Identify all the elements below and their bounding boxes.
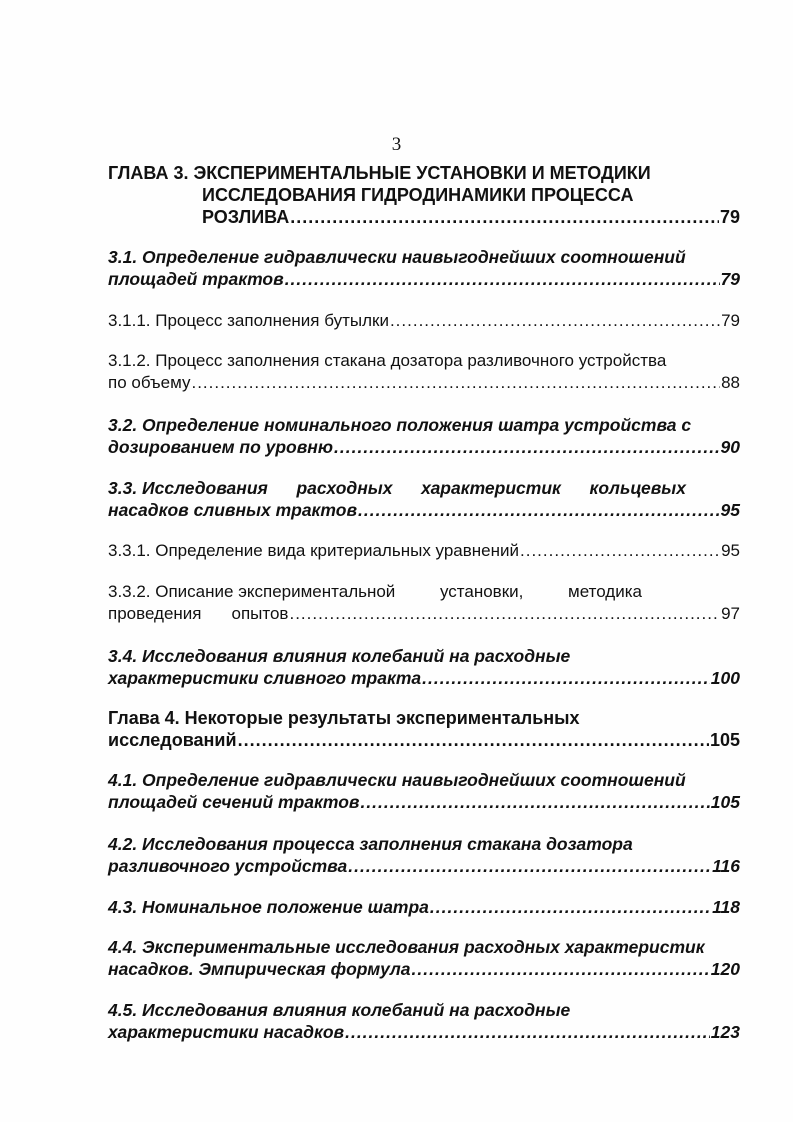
- toc-chapter-3: [108, 162, 740, 228]
- section-4-1-page: 105: [710, 792, 740, 812]
- subsection-3-3-1-page: 95: [721, 541, 740, 560]
- toc-section-4-5: [108, 999, 740, 1043]
- section-3-2-page: 90: [720, 437, 740, 457]
- section-4-4-page: 120: [710, 959, 740, 979]
- subsection-3-3-2-word-2: установки,: [439, 582, 524, 601]
- dot-leader: [191, 372, 720, 394]
- section-3-2-title-line2: дозированием по уровню: [108, 437, 334, 457]
- subsection-3-1-2-page: 88: [721, 373, 740, 392]
- section-3-4-page: 100: [710, 668, 740, 688]
- toc-section-4-3: [108, 896, 740, 918]
- dot-leader: [334, 436, 720, 458]
- section-3-1-title-line1: 3.1. Определение гидравлически наивыгоднейших соотношений: [108, 247, 686, 267]
- chapter-3-title-line1: ГЛАВА 3. ЭКСПЕРИМЕНТАЛЬНЫЕ УСТАНОВКИ И МЕТОДИКИ: [108, 163, 651, 183]
- section-4-5-title-line2: характеристики насадков: [108, 1022, 345, 1042]
- section-4-4-title-line2: насадков. Эмпирическая формула: [108, 959, 411, 979]
- section-3-2-title-line1: 3.2. Определение номинального положения шатра устройства с: [108, 415, 692, 435]
- section-4-2-title-line2: разливочного устройства: [108, 856, 348, 876]
- section-3-4-title-line2: характеристики сливного тракта: [108, 668, 422, 688]
- dot-leader: [360, 791, 709, 813]
- dot-leader: [358, 499, 720, 521]
- section-4-3-title: 4.3. Номинальное положение шатра: [108, 897, 429, 917]
- section-3-3-page: 95: [720, 500, 740, 520]
- subsection-3-3-2-word-1: 3.3.2. Описание экспериментальной: [108, 582, 396, 601]
- section-3-3-word-4: кольцевых: [589, 478, 686, 498]
- toc-section-3-2: [108, 414, 740, 458]
- toc-subsection-3-3-1: [108, 540, 740, 562]
- section-4-5-title-line1: 4.5. Исследования влияния колебаний на расходные: [108, 1000, 571, 1020]
- toc-section-4-1: [108, 769, 740, 813]
- toc-section-3-3: [108, 477, 740, 521]
- section-3-4-title-line1: 3.4. Исследования влияния колебаний на расходные: [108, 646, 571, 666]
- subsection-3-3-2-line2-word2: опытов: [231, 604, 289, 623]
- toc-chapter-4: [108, 707, 740, 751]
- section-4-1-title-line2: площадей сечений трактов: [108, 792, 360, 812]
- dot-leader: [430, 896, 711, 918]
- subsection-3-1-2-title-line2: по объему: [108, 373, 191, 392]
- dot-leader: [345, 1021, 710, 1043]
- toc-subsection-3-1-2: [108, 350, 740, 394]
- chapter-4-page: 105: [709, 730, 740, 750]
- section-3-1-page: 79: [720, 269, 740, 289]
- toc-section-4-4: [108, 936, 740, 980]
- subsection-3-3-2-line2-word1: проведения: [108, 604, 202, 623]
- section-4-2-page: 116: [712, 856, 740, 876]
- dot-leader: [285, 268, 720, 290]
- section-4-3-page: 118: [712, 897, 740, 917]
- subsection-3-3-2-page: 97: [721, 604, 740, 623]
- section-4-2-title-line1: 4.2. Исследования процесса заполнения стакана дозатора: [108, 834, 633, 854]
- dot-leader: [238, 729, 709, 751]
- dot-leader: [289, 603, 720, 625]
- chapter-4-title-line2: исследований: [108, 730, 237, 750]
- section-3-3-word-2: расходных: [296, 478, 393, 498]
- dot-leader: [290, 206, 719, 228]
- chapter-3-page: 79: [719, 207, 740, 227]
- subsection-3-1-2-title-line1: 3.1.2. Процесс заполнения стакана дозатора разливочного устройства: [108, 351, 667, 370]
- section-4-5-page: 123: [710, 1022, 740, 1042]
- subsection-3-3-1-title: 3.3.1. Определение вида критериальных уравнений: [108, 541, 520, 560]
- toc-section-4-2: [108, 833, 740, 877]
- section-3-3-word-3: характеристик: [421, 478, 561, 498]
- chapter-3-title-line2: ИССЛЕДОВАНИЯ ГИДРОДИНАМИКИ ПРОЦЕССА: [202, 185, 634, 205]
- toc-section-3-1: [108, 246, 740, 290]
- dot-leader: [412, 958, 710, 980]
- page-number: 3: [391, 134, 402, 155]
- section-4-4-title-line1: 4.4. Экспериментальные исследования расходных характеристик: [108, 937, 705, 957]
- toc-subsection-3-1-1: [108, 310, 740, 332]
- chapter-4-title-line1: Глава 4. Некоторые результаты экспериментальных: [108, 708, 580, 728]
- subsection-3-1-1-page: 79: [721, 311, 740, 330]
- dot-leader: [520, 540, 720, 562]
- toc-subsection-3-3-2: [108, 581, 740, 625]
- toc-section-3-4: [108, 645, 740, 689]
- dot-leader: [422, 667, 710, 689]
- section-3-1-title-line2: площадей трактов: [108, 269, 284, 289]
- dot-leader: [348, 855, 711, 877]
- subsection-3-1-1-title: 3.1.1. Процесс заполнения бутылки: [108, 311, 389, 330]
- dot-leader: [390, 310, 720, 332]
- subsection-3-3-2-word-3: методика: [568, 582, 642, 601]
- section-3-3-title-line2: насадков сливных трактов: [108, 500, 358, 520]
- section-4-1-title-line1: 4.1. Определение гидравлически наивыгоднейших соотношений: [108, 770, 686, 790]
- chapter-3-title-line3: РОЗЛИВА: [202, 207, 290, 227]
- section-3-3-word-1: 3.3. Исследования: [108, 478, 268, 498]
